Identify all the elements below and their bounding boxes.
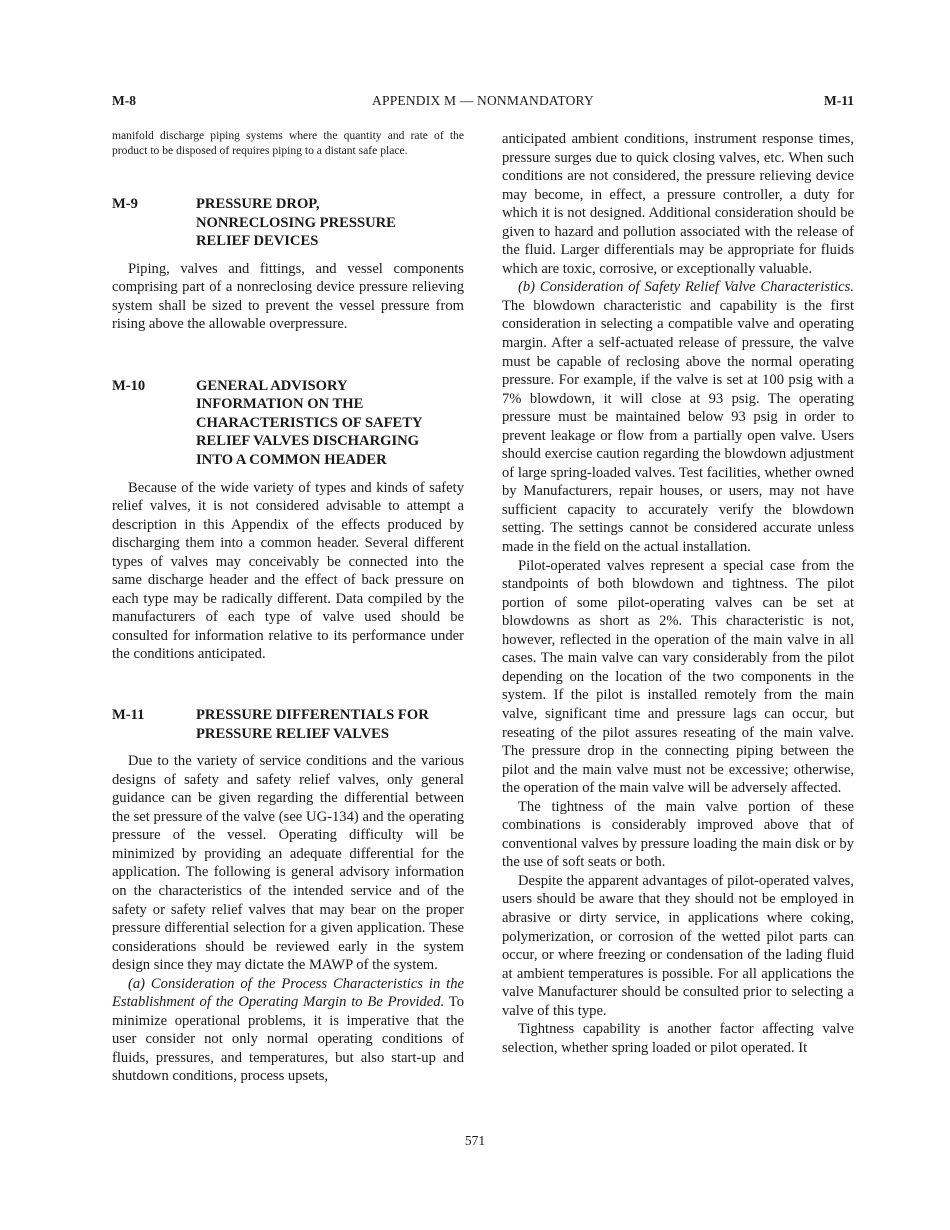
page-number: 571	[464, 1133, 486, 1148]
section-title: GENERAL ADVISORY INFORMATION ON THE CHARACTERISTICS OF SAFETY RELIEF VALVES DISCHARGING INTO A COMMON HEADER	[196, 377, 422, 469]
intro-text: manifold discharge piping systems where the quantity and rate of the product to be disposed of requires piping to a distant safe place.	[112, 129, 464, 157]
capability-paragraph: Tightness capability is another factor affecting valve selection, whether spring loaded or pilot operated. It	[502, 1021, 854, 1056]
running-header	[112, 93, 854, 113]
section-m10-heading	[112, 377, 464, 470]
section-number: M-9	[112, 196, 138, 212]
header-title: APPENDIX M — NONMANDATORY	[372, 93, 594, 108]
item-b-heading: (b) Consideration of Safety Relief Valve Characteristics.	[518, 279, 854, 296]
item-a-paragraph	[112, 975, 464, 1086]
item-a-heading: (a) Consideration of the Process Characteristics in the Establishment of the Operating Margin to Be Provided.	[112, 975, 464, 1011]
despite-paragraph: Despite the apparent advantages of pilot-operated valves, users should be aware that they should not be employed in abrasive or dirty service, in applications where coking, polymerization, or corrosion of the wetted pilot parts can occur, or where freezing or condensation of the lading fluid at ambient temperatures is possible. For all applications the valve Manufacturer should be consulted prior to selecting a valve of this type.	[502, 872, 854, 1019]
section-title: PRESSURE DROP, NONRECLOSING PRESSURE RELIEF DEVICES	[196, 196, 396, 250]
header-left-ref: M-8	[112, 93, 136, 108]
pilot-paragraph: Pilot-operated valves represent a special case from the standpoints of both blowdown and tightness. The pilot portion of some pilot-operating valves can be set at blowdowns as short as 2%. This characteristic is not, however, reflected in the operation of the main valve in all cases. The main valve can vary considerably from the pilot depending on the location of the two components in the system. If the pilot is installed remotely from the main valve, significant time and pressure lags can occur, but reseating of the pilot assures reseating of the main valve. The pressure drop in the connecting piping between the pilot and the main valve must not be excessive; otherwise, the operation of the main valve will be adversely affected.	[502, 557, 854, 797]
continuation-paragraph: anticipated ambient conditions, instrument response times, pressure surges due to quick closing valves, etc. When such conditions are not considered, the pressure relieving device may become, in effect, a pressure controller, a duty for which it is not designed. Additional consideration should be given to hazard and pollution associated with the release of the fluid. Larger differentials may be appropriate for fluids which are toxic, corrosive, or exceptionally valuable.	[502, 131, 854, 277]
item-b-paragraph	[502, 278, 854, 556]
item-a-text: To minimize operational problems, it is imperative that the user consider not only normal operating conditions of fluids, pressures, and temperatures, but also start-up and shutdown conditions, process upsets,	[112, 994, 464, 1085]
section-m10-paragraph: Because of the wide variety of types and kinds of safety relief valves, it is not considered advisable to attempt a description in this Appendix of the effects produced by discharging them into a common header. Several different types of valves may conceivably be connected into the same discharge header and the effect of back pressure on each type may be radically different. Data compiled by the manufacturers of each type of valve used should be consulted for information relative to its performance under the conditions anticipated.	[112, 479, 464, 663]
tightness-paragraph: The tightness of the main valve portion of these combinations is considerably improved above that of conventional valves by pressure loading the main disk or by the use of soft seats or both.	[502, 798, 854, 871]
header-right-ref: M-11	[824, 93, 854, 108]
section-title: PRESSURE DIFFERENTIALS FOR PRESSURE RELIEF VALVES	[196, 707, 429, 742]
section-number: M-11	[112, 707, 145, 724]
item-b-text: The blowdown characteristic and capability is the first consideration in selecting a compatible valve and operating margin. After a self-actuated release of pressure, the valve must be capable of reclosing above the normal operating pressure. For example, if the valve is set at 100 psig with a 7% blowdown, it will close at 93 psig. The operating pressure must be maintained below 93 psig in order to prevent leakage or flow from a partially open valve. Users should exercise caution regarding the blowdown adjustment of large spring-loaded valves. Test facilities, whether owned by Manufacturers, repair houses, or users, may not have sufficient capacity to accurately verify the blowdown setting. The settings cannot be considered accurate unless made in the field on the actual installation.	[502, 297, 854, 556]
section-m11-paragraph: Due to the variety of service conditions and the various designs of safety and safety relief valves, only general guidance can be given regarding the differential between the set pressure of the valve (see UG-134) and the operating pressure of the vessel. Operating difficulty will be minimized by providing an adequate differential for the application. The following is general advisory information on the characteristics of the intended service and of the safety or safety relief valves that may bear on the proper pressure differential selection for a given application. These considerations should be reviewed early in the system design since they may dictate the MAWP of the system.	[112, 753, 464, 974]
right-column	[502, 130, 854, 1057]
section-m9-heading	[112, 195, 464, 251]
section-m9-paragraph: Piping, valves and fittings, and vessel components comprising part of a nonreclosing device pressure relieving system shall be sized to prevent the vessel pressure from rising above the allowable overpressure.	[112, 260, 464, 333]
section-m11-heading	[112, 706, 464, 743]
left-column	[112, 128, 464, 1086]
section-number: M-10	[112, 377, 146, 394]
